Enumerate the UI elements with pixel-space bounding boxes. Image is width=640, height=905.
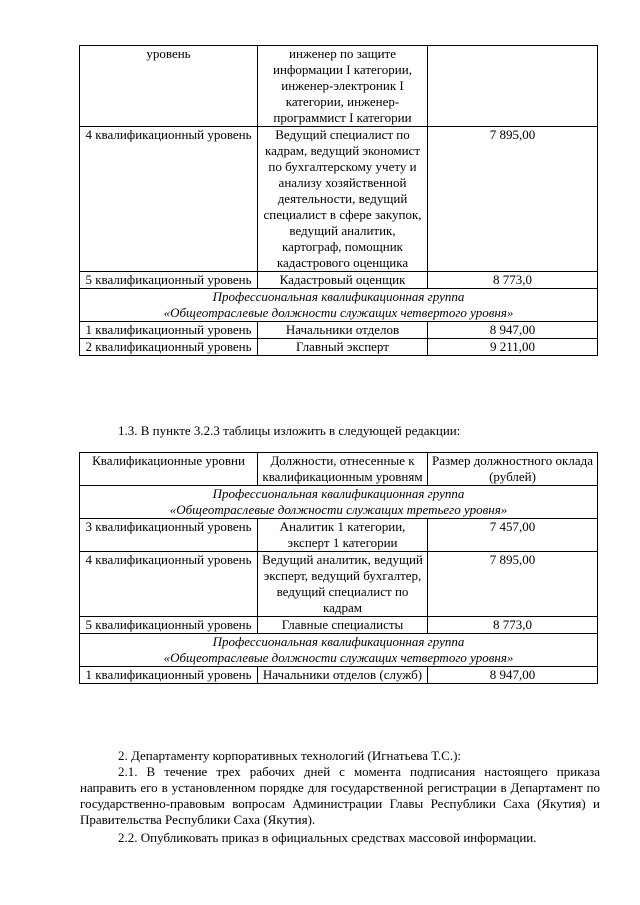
salary-cell: 8 947,00	[428, 322, 598, 339]
salary-cell: 8 773,0	[428, 617, 598, 634]
positions-cell: инженер по защите информации I категории, инженер-электроник I категории, инженер-программист I категории	[258, 46, 428, 127]
level-cell: уровень	[80, 46, 258, 127]
positions-cell: Аналитик 1 категории, эксперт 1 категории	[258, 519, 428, 552]
positions-cell: Кадастровый оценщик	[258, 272, 428, 289]
table-row	[80, 46, 598, 127]
group-row	[80, 486, 598, 519]
group-subtitle: «Общеотраслевые должности служащих четвертого уровня»	[163, 650, 514, 665]
table-row	[80, 667, 598, 684]
group-cell	[80, 486, 598, 519]
level-cell: 4 квалификационный уровень	[80, 127, 258, 272]
group-row	[80, 289, 598, 322]
group-cell	[80, 634, 598, 667]
salary-cell	[428, 46, 598, 127]
salary-table	[79, 452, 598, 684]
paragraph-2-1: 2.1. В течение трех рабочих дней с момента подписания настоящего приказа направить его в установленном порядке для государственной регистрации в Департамент по государственно-правовым вопросам Администрации Главы Республики Саха (Якутия) и Правительства Республики Саха (Якутия).	[80, 764, 600, 827]
level-cell: 3 квалификационный уровень	[80, 519, 258, 552]
level-cell: 1 квалификационный уровень	[80, 667, 258, 684]
group-subtitle: «Общеотраслевые должности служащих третьего уровня»	[169, 502, 508, 517]
positions-cell: Ведущий специалист по кадрам, ведущий экономист по бухгалтерскому учету и анализу хозяйственной деятельности, ведущий специалист в сфере закупок, ведущий аналитик, картограф, помощник кадастрового оценщика	[258, 127, 428, 272]
header-salary: Размер должностного оклада (рублей)	[428, 453, 598, 486]
salary-cell: 8 947,00	[428, 667, 598, 684]
table-row	[80, 519, 598, 552]
salary-cell: 7 895,00	[428, 552, 598, 617]
group-title: Профессиональная квалификационная группа	[212, 486, 465, 501]
table-row	[80, 339, 598, 356]
table-row	[80, 617, 598, 634]
group-subtitle: «Общеотраслевые должности служащих четвертого уровня»	[163, 305, 514, 320]
paragraph-2: 2. Департаменту корпоративных технологий (Игнатьева Т.С.):	[118, 748, 462, 763]
paragraph-1-3: 1.3. В пункте 3.2.3 таблицы изложить в следующей редакции:	[118, 423, 461, 438]
positions-cell: Ведущий аналитик, ведущий эксперт, ведущий бухгалтер, ведущий специалист по кадрам	[258, 552, 428, 617]
table-row	[80, 127, 598, 272]
positions-cell: Главные специалисты	[258, 617, 428, 634]
table-row	[80, 322, 598, 339]
group-title: Профессиональная квалификационная группа	[212, 289, 465, 304]
table-header-row	[80, 453, 598, 486]
salary-cell: 9 211,00	[428, 339, 598, 356]
group-cell	[80, 289, 598, 322]
salary-cell: 7 457,00	[428, 519, 598, 552]
salary-cell: 7 895,00	[428, 127, 598, 272]
positions-cell: Главный эксперт	[258, 339, 428, 356]
salary-cell: 8 773,0	[428, 272, 598, 289]
group-row	[80, 634, 598, 667]
level-cell: 1 квалификационный уровень	[80, 322, 258, 339]
paragraph-2-2: 2.2. Опубликовать приказ в официальных средствах массовой информации.	[118, 830, 537, 845]
level-cell: 2 квалификационный уровень	[80, 339, 258, 356]
salary-table-continued	[79, 45, 598, 356]
table-row	[80, 272, 598, 289]
positions-cell: Начальники отделов (служб)	[258, 667, 428, 684]
header-positions: Должности, отнесенные к квалификационным уровням	[258, 453, 428, 486]
header-levels: Квалификационные уровни	[80, 453, 258, 486]
group-title: Профессиональная квалификационная группа	[212, 634, 465, 649]
level-cell: 5 квалификационный уровень	[80, 272, 258, 289]
level-cell: 5 квалификационный уровень	[80, 617, 258, 634]
positions-cell: Начальники отделов	[258, 322, 428, 339]
table-row	[80, 552, 598, 617]
level-cell: 4 квалификационный уровень	[80, 552, 258, 617]
